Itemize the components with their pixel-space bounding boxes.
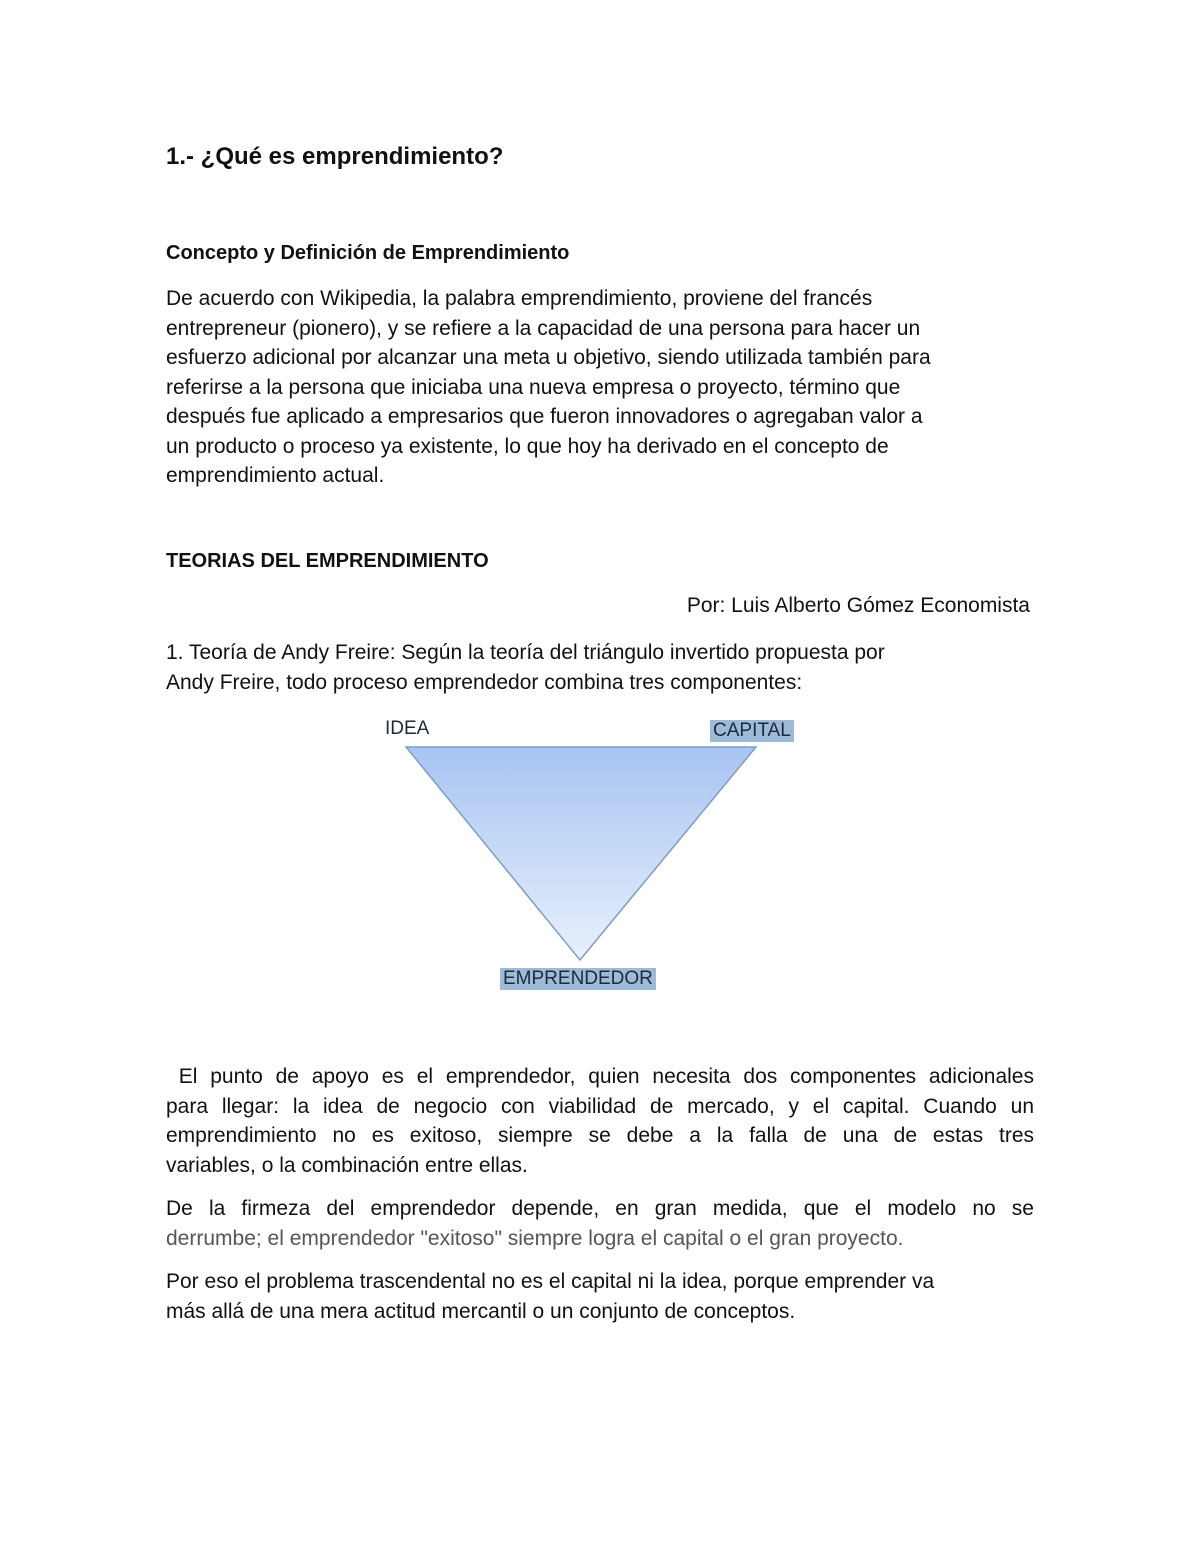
conclusion-paragraph xyxy=(166,1267,1034,1326)
emprendedor-label: EMPRENDEDOR xyxy=(500,968,656,990)
text-line: un producto o proceso ya existente, lo que hoy ha derivado en el concepto de xyxy=(166,434,889,458)
text-line: De la firmeza del emprendedor depende, en gran medida, que el modelo no se xyxy=(166,1197,1034,1220)
support-point-paragraph xyxy=(166,1062,1034,1180)
text-line: 1. Teoría de Andy Freire: Según la teoría del triángulo invertido propuesta por xyxy=(166,641,885,664)
page-title: 1.- ¿Qué es emprendimiento? xyxy=(166,143,504,170)
inverted-triangle xyxy=(406,747,756,960)
triangle-graphic xyxy=(380,712,830,1002)
text-line: más allá de una mera actitud mercantil o un conjunto de conceptos. xyxy=(166,1299,796,1323)
text-line: después fue aplicado a empresarios que fueron innovadores o agregaban valor a xyxy=(166,405,923,428)
text-line: variables, o la combinación entre ellas. xyxy=(166,1153,528,1177)
text-line: esfuerzo adicional por alcanzar una meta u objetivo, siendo utilizada también para xyxy=(166,346,931,369)
concept-heading: Concepto y Definición de Emprendimiento xyxy=(166,242,570,264)
definition-paragraph xyxy=(166,284,1034,491)
inverted-triangle-diagram xyxy=(380,712,830,1002)
author-line: Por: Luis Alberto Gómez Economista xyxy=(686,594,1030,617)
text-line: Por eso el problema trascendental no es el capital ni la idea, porque emprender va xyxy=(166,1270,935,1293)
text-line: para llegar: la idea de negocio con viabilidad de mercado, y el capital. Cuando un xyxy=(166,1094,1034,1118)
text-line: El punto de apoyo es el emprendedor, quien necesita dos componentes adicionales xyxy=(166,1065,1034,1088)
text-line: referirse a la persona que iniciaba una nueva empresa o proyecto, término que xyxy=(166,375,901,399)
text-line: De acuerdo con Wikipedia, la palabra emprendimiento, proviene del francés xyxy=(166,287,873,310)
idea-label: IDEA xyxy=(385,718,430,739)
text-line: emprendimiento actual. xyxy=(166,464,385,487)
text-line: emprendimiento no es exitoso, siempre se debe a la falla de una de estas tres xyxy=(166,1124,1034,1147)
theories-heading: TEORIAS DEL EMPRENDIMIENTO xyxy=(166,550,489,572)
document-page xyxy=(166,0,1034,1553)
capital-label: CAPITAL xyxy=(710,720,794,742)
theory-intro-paragraph xyxy=(166,638,1034,697)
firmness-paragraph xyxy=(166,1194,1034,1253)
text-line: entrepreneur (pionero), y se refiere a la capacidad de una persona para hacer un xyxy=(166,316,921,340)
text-line: derrumbe; el emprendedor "exitoso" siempre logra el capital o el gran proyecto. xyxy=(166,1226,904,1250)
text-line: Andy Freire, todo proceso emprendedor combina tres componentes: xyxy=(166,670,803,694)
